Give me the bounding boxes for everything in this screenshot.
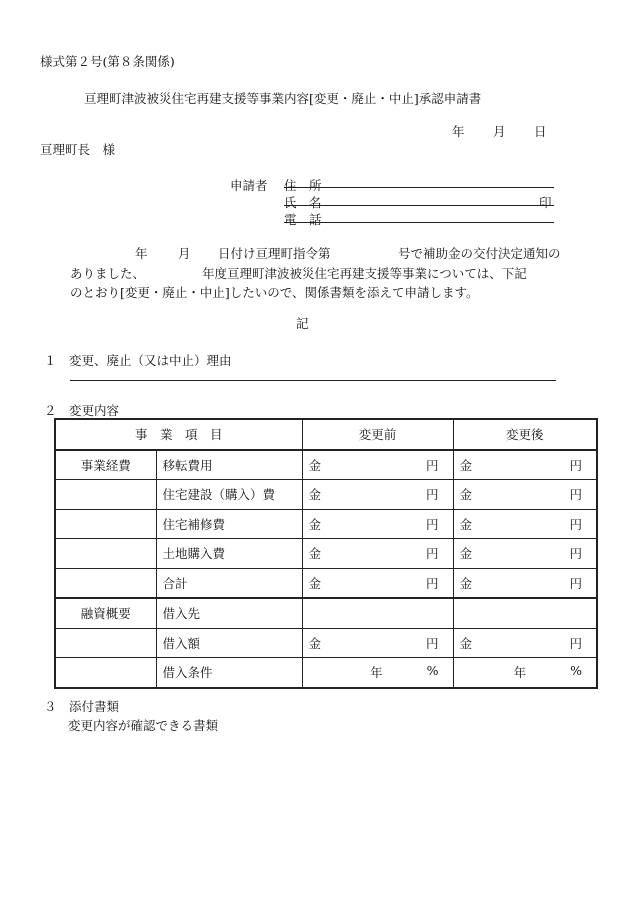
kin-label: 金 — [459, 635, 473, 651]
yen-label: 円 — [426, 546, 439, 562]
body-line1-tail: 号で補助金の交付決定通知の — [398, 246, 561, 261]
before-cell[interactable] — [302, 568, 453, 598]
group-blank — [55, 480, 156, 510]
phone-label: 電 話 — [284, 212, 322, 227]
after-cell[interactable] — [453, 450, 597, 480]
group-blank — [55, 539, 156, 569]
yen-label: 円 — [569, 457, 583, 473]
seal-mark: 印 — [539, 195, 552, 210]
kin-label: 金 — [308, 516, 322, 532]
body-line2: 年度亘理町津波被災住宅再建支援等事業については、下記 — [202, 266, 527, 281]
group-business-cost: 事業経費 — [55, 450, 156, 480]
before-cell[interactable] — [302, 450, 453, 480]
yen-label: 円 — [569, 516, 583, 532]
percent-label: % — [570, 663, 583, 679]
yen-label: 円 — [569, 487, 583, 503]
kin-label: 金 — [459, 575, 473, 591]
after-cell[interactable] — [453, 480, 597, 510]
after-cell[interactable] — [453, 598, 597, 628]
yen-label: 円 — [426, 575, 439, 591]
after-cell[interactable] — [453, 509, 597, 539]
address-line[interactable] — [284, 187, 554, 188]
table-row — [55, 628, 597, 658]
year-label: 年 — [513, 665, 527, 681]
after-cell[interactable] — [453, 568, 597, 598]
body-year: 年 — [135, 246, 148, 261]
kin-label: 金 — [459, 457, 473, 473]
yen-label: 円 — [426, 635, 439, 651]
date-month: 月 — [493, 124, 506, 139]
address-label: 住 所 — [284, 178, 322, 193]
year-label: 年 — [370, 665, 383, 681]
table-row — [55, 658, 597, 688]
yen-label: 円 — [569, 546, 583, 562]
kin-label: 金 — [308, 546, 322, 562]
attachment-item: 変更内容が確認できる書類 — [68, 718, 219, 733]
after-cell[interactable] — [453, 658, 597, 688]
before-cell[interactable] — [302, 480, 453, 510]
page-title: 亘理町津波被災住宅再建支援等事業内容[変更・廃止・中止]承認申請書 — [84, 91, 482, 106]
body-line1: 日付け亘理町指令第 — [218, 246, 331, 261]
yen-label: 円 — [569, 635, 583, 651]
table-row — [55, 568, 597, 598]
date-year: 年 — [452, 124, 465, 139]
form-number: 様式第２号(第８条関係) — [40, 54, 175, 69]
kin-label: 金 — [308, 635, 322, 651]
addressee: 亘理町長 様 — [40, 142, 116, 157]
group-loan-overview: 融資概要 — [55, 598, 156, 628]
before-cell[interactable] — [302, 539, 453, 569]
group-blank — [55, 509, 156, 539]
table-row — [55, 539, 597, 569]
change-content-table — [54, 418, 598, 689]
yen-label: 円 — [569, 575, 583, 591]
before-cell[interactable] — [302, 598, 453, 628]
phone-line[interactable] — [284, 222, 554, 223]
before-cell[interactable] — [302, 628, 453, 658]
group-blank — [55, 568, 156, 598]
name-line[interactable] — [284, 205, 554, 206]
kin-label: 金 — [308, 457, 322, 473]
row-label: 住宅建設（購入）費 — [156, 480, 302, 510]
percent-label: % — [426, 663, 439, 679]
kin-label: 金 — [308, 575, 322, 591]
name-label: 氏 名 — [284, 195, 322, 210]
row-label: 借入先 — [156, 598, 302, 628]
yen-label: 円 — [426, 457, 439, 473]
table-row — [55, 450, 597, 480]
table-row — [55, 509, 597, 539]
body-line3: のとおり[変更・廃止・中止]したいので、関係書類を添えて申請します。 — [70, 285, 479, 300]
header-after: 変更後 — [453, 419, 597, 450]
kin-label: 金 — [459, 487, 473, 503]
yen-label: 円 — [426, 487, 439, 503]
ki-heading: 記 — [296, 316, 309, 331]
date-day: 日 — [534, 124, 547, 139]
row-label: 土地購入費 — [156, 539, 302, 569]
group-blank — [55, 628, 156, 658]
before-cell[interactable] — [302, 509, 453, 539]
kin-label: 金 — [459, 516, 473, 532]
row-label: 移転費用 — [156, 450, 302, 480]
row-label: 借入額 — [156, 628, 302, 658]
header-before: 変更前 — [302, 419, 453, 450]
body-line2-start: ありました、 — [70, 266, 146, 281]
row-label: 合計 — [156, 568, 302, 598]
section-3-heading: ３ 添付書類 — [44, 699, 120, 714]
group-blank — [55, 658, 156, 688]
header-item: 事 業 項 目 — [55, 419, 302, 450]
after-cell[interactable] — [453, 628, 597, 658]
table-row — [55, 598, 597, 628]
table-row — [55, 480, 597, 510]
body-month: 月 — [178, 246, 191, 261]
applicant-label: 申請者 — [230, 178, 268, 193]
after-cell[interactable] — [453, 539, 597, 569]
kin-label: 金 — [459, 546, 473, 562]
row-label: 借入条件 — [156, 658, 302, 688]
row-label: 住宅補修費 — [156, 509, 302, 539]
yen-label: 円 — [426, 516, 439, 532]
reason-line[interactable] — [70, 380, 556, 381]
section-1-heading: １ 変更、廃止（又は中止）理由 — [44, 353, 232, 368]
section-2-heading: ２ 変更内容 — [44, 403, 120, 418]
before-cell[interactable] — [302, 658, 453, 688]
table-header-row — [55, 419, 597, 450]
kin-label: 金 — [308, 487, 322, 503]
